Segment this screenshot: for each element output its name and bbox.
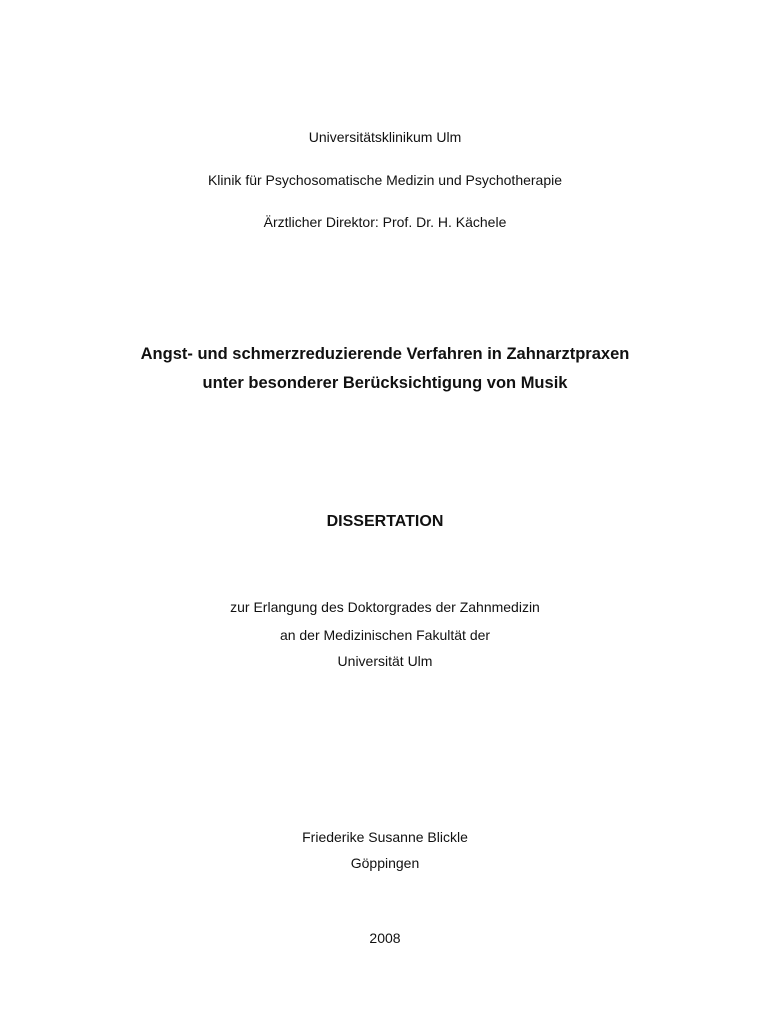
author-name: Friederike Susanne Blickle — [302, 829, 468, 845]
purpose-line-3: Universität Ulm — [337, 653, 433, 669]
university-clinic: Universitätsklinikum Ulm — [308, 129, 462, 145]
author-hometown: Göppingen — [350, 855, 420, 871]
purpose-line-2: an der Medizinischen Fakultät der — [279, 627, 491, 643]
clinic-name: Klinik für Psychosomatische Medizin und Psychotherapie — [207, 172, 563, 188]
thesis-title-line-2: unter besonderer Berücksichtigung von Musik — [202, 374, 568, 392]
year: 2008 — [369, 930, 401, 946]
purpose-line-1: zur Erlangung des Doktorgrades der Zahnmedizin — [230, 599, 540, 615]
thesis-title-line-1: Angst- und schmerzreduzierende Verfahren in Zahnarztpraxen — [140, 345, 630, 363]
document-type: DISSERTATION — [326, 513, 444, 530]
director: Ärztlicher Direktor: Prof. Dr. H. Kächele — [263, 214, 507, 230]
